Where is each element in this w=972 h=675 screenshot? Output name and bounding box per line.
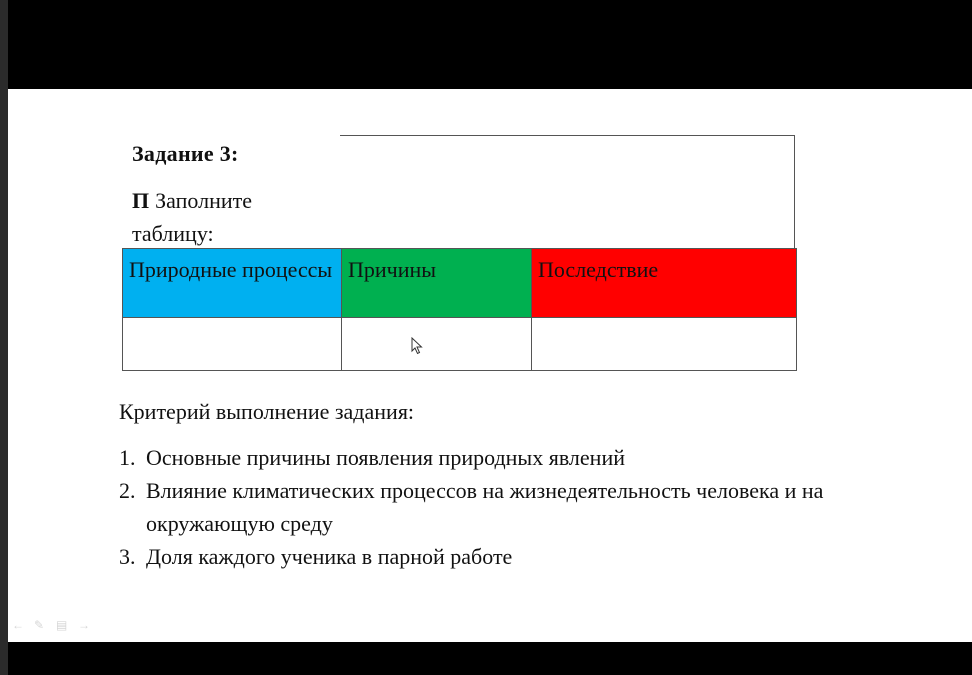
arrow-right-icon[interactable]: →	[78, 618, 90, 632]
header-natural-processes: Природные процессы	[123, 249, 342, 318]
left-edge	[0, 0, 8, 675]
task-table	[122, 248, 797, 371]
slide	[8, 89, 972, 642]
list-item-number: 1.	[119, 445, 136, 470]
criteria-title: Критерий выполнение задания:	[119, 399, 415, 424]
list-item	[119, 474, 939, 540]
cell-consequence[interactable]	[532, 318, 797, 371]
instruction-marker: П	[132, 188, 150, 213]
mouse-cursor-icon	[411, 337, 423, 355]
list-item-text: Доля каждого ученика в парной работе	[146, 544, 513, 569]
cell-causes[interactable]	[342, 318, 532, 371]
instruction-text: Заполните таблицу:	[132, 188, 253, 246]
list-item-text: Влияние климатических процессов на жизнедеятельность человека и на окружающую среду	[146, 478, 824, 536]
criteria-list	[119, 441, 939, 573]
task-instruction	[132, 184, 332, 250]
table-header-row	[123, 249, 797, 318]
list-item-number: 2.	[119, 478, 136, 503]
list-item	[119, 441, 939, 474]
list-item-number: 3.	[119, 544, 136, 569]
table-row	[123, 318, 797, 371]
list-item-text: Основные причины появления природных явлений	[146, 445, 625, 470]
header-consequence: Последствие	[532, 249, 797, 318]
task-title: Задание 3:	[132, 141, 239, 166]
cell-natural-processes[interactable]	[123, 318, 342, 371]
pen-icon[interactable]: ✎	[34, 618, 45, 632]
list-item	[119, 540, 939, 573]
table-top-frame	[340, 135, 795, 248]
menu-icon[interactable]: ▤	[56, 618, 68, 632]
slideshow-toolbar	[12, 619, 92, 631]
arrow-left-icon[interactable]: ←	[12, 618, 24, 632]
header-causes: Причины	[342, 249, 532, 318]
